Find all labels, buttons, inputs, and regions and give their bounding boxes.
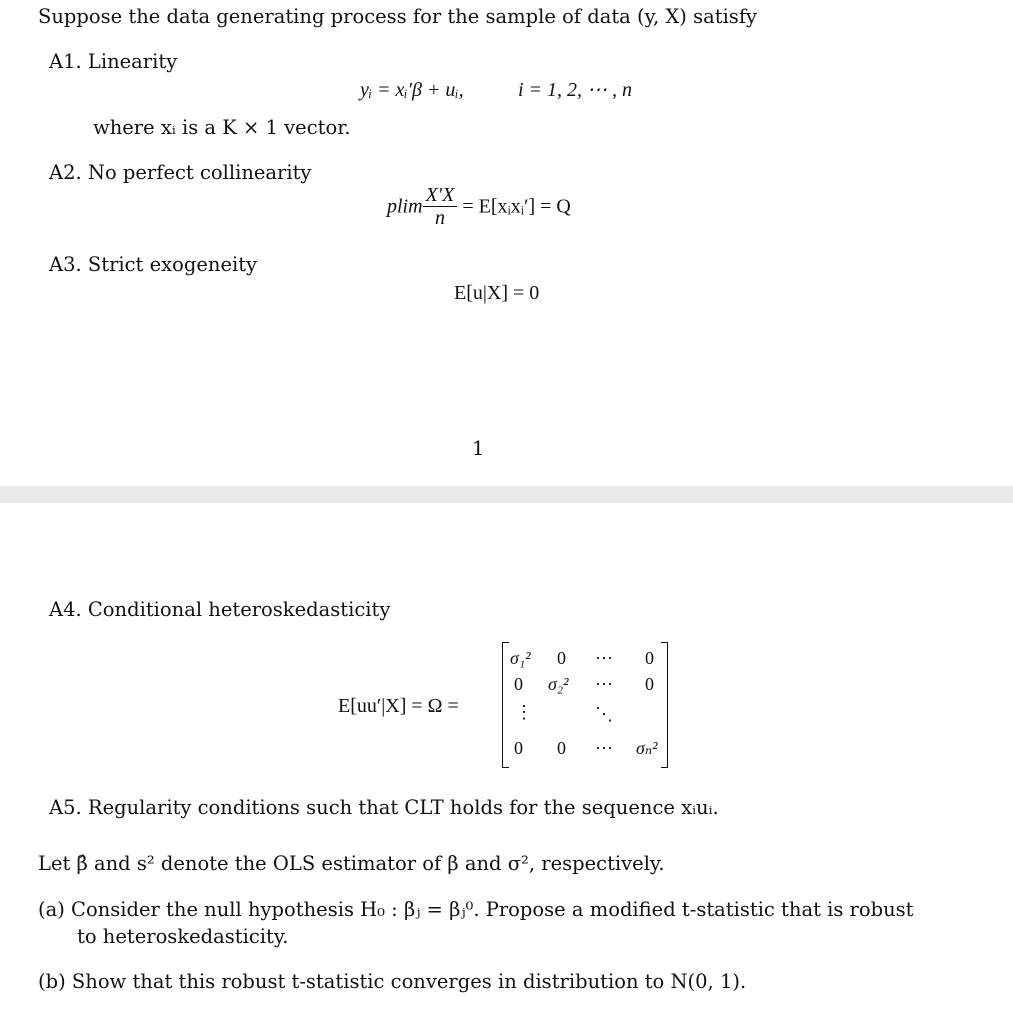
a1-label: A1. Linearity xyxy=(49,50,178,73)
a1-equation: yᵢ = xᵢ′β + uᵢ, xyxy=(360,79,464,101)
a4-label: A4. Conditional heteroskedasticity xyxy=(49,598,391,621)
matrix-cell-1-2: 0 xyxy=(557,648,566,668)
matrix-cell-3-1: ⋮ xyxy=(515,702,533,722)
a3-label: A3. Strict exogeneity xyxy=(49,253,258,276)
question-a-line1: (a) Consider the null hypothesis H₀ : βⱼ = βⱼ⁰. Propose a modified t-statistic that is robust xyxy=(38,898,914,921)
matrix-cell-2-4: 0 xyxy=(645,674,654,694)
a2-label: A2. No perfect collinearity xyxy=(49,161,312,184)
question-a-line2: to heteroskedasticity. xyxy=(77,925,289,948)
page-break xyxy=(0,486,1013,503)
a1-index: i = 1, 2, ⋯ , n xyxy=(518,79,633,101)
a2-rhs: = E[xᵢxᵢ′] = Q xyxy=(462,195,571,218)
matrix-cell-4-4: σₙ² xyxy=(636,738,658,758)
a1-note: where xᵢ is a K × 1 vector. xyxy=(93,116,351,139)
plim-operator: plim xyxy=(387,195,423,218)
matrix-cell-4-3: ⋯ xyxy=(595,738,613,758)
matrix-cell-2-3: ⋯ xyxy=(595,674,613,694)
matrix-right-bracket xyxy=(661,642,668,768)
a3-equation: E[u|X] = 0 xyxy=(454,282,540,304)
page-number: 1 xyxy=(472,437,485,460)
a5-label: A5. Regularity conditions such that CLT holds for the sequence xᵢuᵢ. xyxy=(49,796,719,819)
matrix-left-bracket xyxy=(502,642,509,768)
matrix-cell-2-2: σ₂² xyxy=(548,674,569,694)
let-text: Let β̂ and s² denote the OLS estimator of β and σ², respectively. xyxy=(38,852,665,875)
a4-lhs: E[uu′|X] = Ω = xyxy=(338,695,459,717)
intro-text: Suppose the data generating process for the sample of data (y, X) satisfy xyxy=(38,5,758,28)
matrix-cell-3-diag: ⋱ xyxy=(595,704,613,724)
matrix-cell-1-4: 0 xyxy=(645,648,654,668)
question-b: (b) Show that this robust t-statistic converges in distribution to N(0, 1). xyxy=(38,970,747,993)
a2-numerator: X′X xyxy=(423,184,458,207)
omega-matrix xyxy=(502,642,668,768)
matrix-cell-2-1: 0 xyxy=(514,674,523,694)
a2-fraction xyxy=(423,184,458,229)
matrix-cell-4-2: 0 xyxy=(557,738,566,758)
matrix-cell-1-1: σ₁² xyxy=(510,648,531,668)
matrix-cell-1-3: ⋯ xyxy=(595,648,613,668)
a2-equation xyxy=(387,184,571,229)
matrix-cell-4-1: 0 xyxy=(514,738,523,758)
a2-denominator: n xyxy=(434,207,445,229)
